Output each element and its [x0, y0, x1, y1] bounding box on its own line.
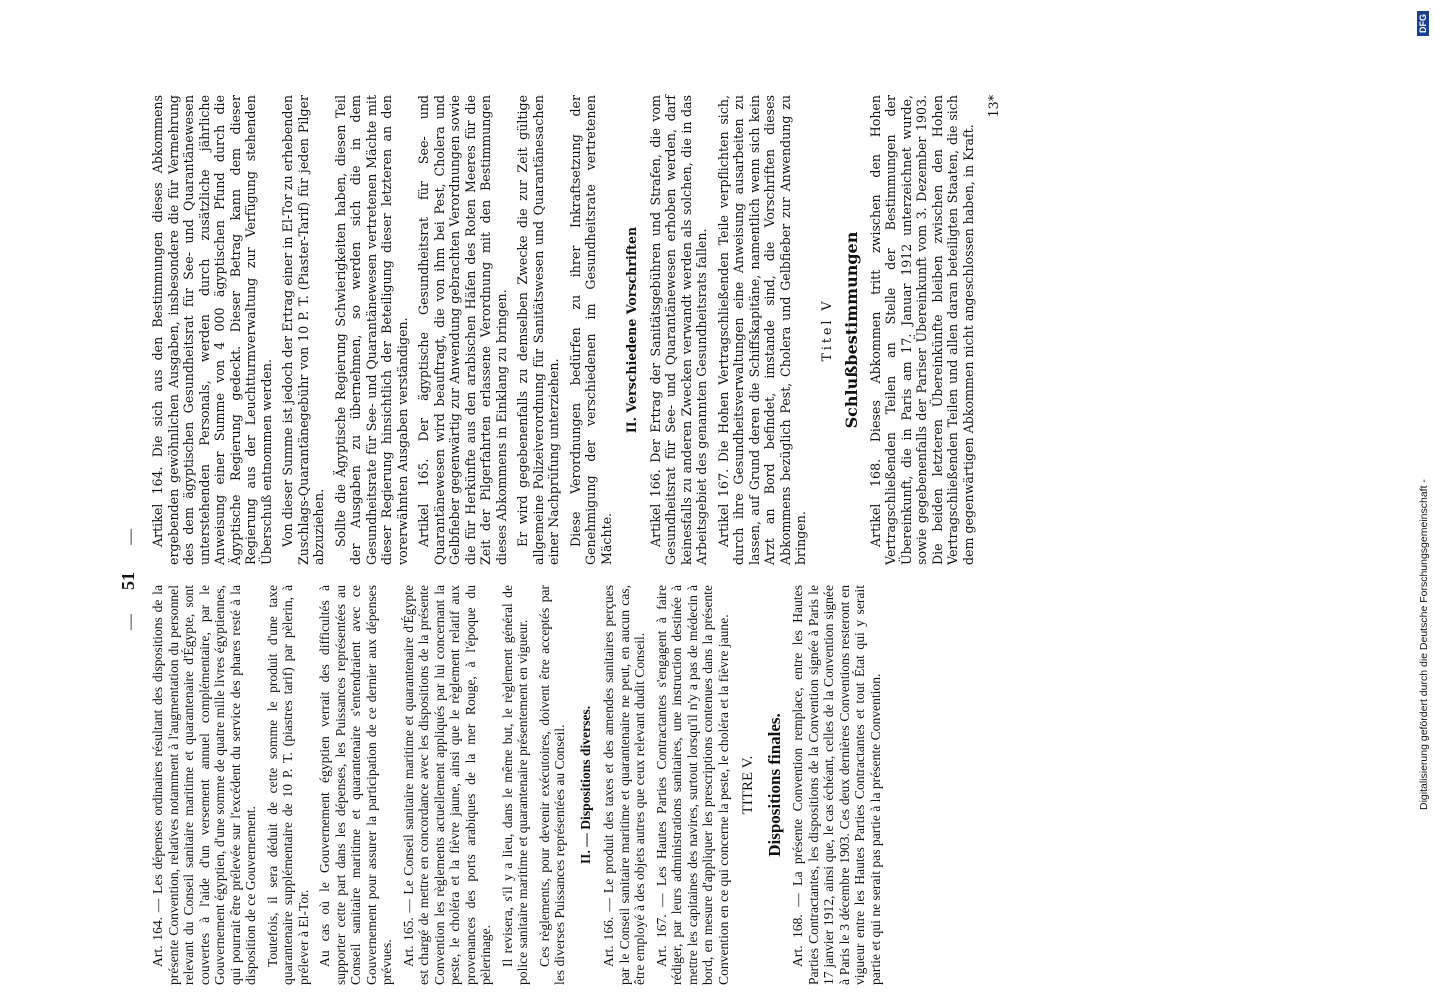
header-dash-right: — — [122, 529, 139, 545]
de-art168: Artikel 168. Dieses Abkommen tritt zwischen den Hohen Vertragschließenden Teilen an Stelle der Bestimmungen der Übereinkunft, die in Paris am 17. Januar 1912 unterzeichnet wurde, sowie gegebenenfalls der Pariser Übereinkunft vom 3. Dezember 1903. Die beiden letzteren Übereinkünfte bleiben zwischen den Hohen Vertragschließenden Teilen und allen daran beteiligten Staaten, die sich dem gegenwärtigen Abkommen nicht angeschlossen haben, in Kraft. — [867, 95, 976, 565]
german-column — [150, 95, 1010, 565]
fr-art167: Art. 167. — Les Hautes Parties Contractantes s'engagent à faire rédiger, par leurs administrations sanitaires, une instruction destinée à mettre les capitaines des navires, surtout lorsqu'il n'y a pas de médecin à bord, en mesure d'appliquer les prescriptions contenues dans la présente Convention en ce qui concerne la peste, le choléra et la fièvre jaune. — [653, 585, 731, 985]
fr-art168: Art. 168. — La présente Convention remplace, entre les Hautes Parties Contractantes, les dispositions de la Convention signée à Paris le 17 janvier 1912, ainsi que, le cas échéant, celles de la Convention signée à Paris le 3 décembre 1903. Ces deux dernières Conventions resteront en vigueur entre les Hautes Parties Contractantes et tout État qui y serait partie et qui ne serait pas partie à la présente Convention. — [790, 585, 883, 985]
fr-para3: Au cas où le Gouvernement égyptien verrait des difficultés à supporter cette part dans les dépenses, les Puissances représentées au Conseil sanitaire maritime et quarantenaire s'entendraient avec ce Gouvernement pour assurer la participation de ce dernier aux dépenses prévues. — [317, 585, 394, 985]
fr-para2: Toutefois, il sera déduit de cette somme le produit d'une taxe quarantenaire supplémentaire de 10 P. T. (piastres tarif) par pèlerin, à prélever à El-Tor. — [264, 585, 311, 985]
fr-art166: Art. 166. — Le produit des taxes et des amendes sanitaires perçues par le Conseil sanitaire maritime et quarantenaire ne peut, en aucun cas, être employé à des objets autres que ceux relevant dudit Conseil. — [601, 585, 647, 985]
de-footer: 13* — [986, 95, 1001, 118]
de-section-heading: II. Verschiedene Vorschriften — [624, 226, 639, 434]
de-para5: Er wird gegebenenfalls zu demselben Zwecke die zur Zeit gültige allgemeine Polizeiverordnung für Sanitätswesen und Quarantänesachen einer Nachprüfung unterziehen. — [515, 95, 561, 565]
fr-art165: Art. 165. — Le Conseil sanitaire maritime et quarantenaire d'Égypte est chargé de mettre en concordance avec les dispositions de la présente Convention les règlements actuellement appliqués par lui concernant la peste, le choléra et la fièvre jaune, ainsi que le règlement relatif aux provenances des ports arabiques de la mer Rouge, à l'époque du pèlerinage. — [400, 585, 493, 985]
fr-art164: Art. 164. — Les dépenses ordinaires résultant des dispositions de la présente Convention, relatives notamment à l'augmentation du personnel relevant du Conseil sanitaire maritime et quarantenaire d'Égypte, sont couvertes à l'aide d'un versement annuel complémentaire, par le Gouvernement égyptien, d'une somme de quatre mille livres égyptiennes, qui pourrait être prélevée sur l'excédent du service des phares resté à la disposition de ce Gouvernement. — [150, 585, 258, 985]
french-column — [150, 585, 889, 985]
de-art166: Artikel 166. Der Ertrag der Sanitätsgebühren und Strafen, die vom Gesundheitsrat für See- und Quarantänewesen erhoben werden, darf keinesfalls zu anderen Zwecken verwandt werden als solchen, die in das Arbeitsgebiet des genannten Gesundheitsrats fallen. — [647, 95, 709, 565]
page-number: 51 — [118, 572, 138, 590]
fr-titre: TITRE V. — [740, 755, 756, 815]
fr-titre-sub: Dispositions finales. — [764, 713, 784, 857]
de-titel: Titel V — [818, 298, 834, 362]
digitization-note — [1418, 10, 1430, 810]
fr-para5: Il revisera, s'il y a lieu, dans le même but, le règlement général de police sanitaire maritime et quarantenaire présentement en vigueur. — [499, 585, 530, 985]
de-para3: Sollte die Ägyptische Regierung Schwierigkeiten haben, diesen Teil der Ausgaben zu übernehmen, so werden sich die in dem Gesundheitsrate für See- und Quarantänewesen vertretenen Mächte mit dieser Regierung hinsichtlich der Beteiligung dieser letzteren an den vorerwähnten Ausgaben verständigen. — [332, 95, 410, 565]
de-art165: Artikel 165. Der ägyptische Gesundheitsrat für See- und Quarantänewesen wird beauftragt, die von ihm bei Pest, Cholera und Gelbfieber gegenwärtig zur Anwendung gebrachten Verordnungen sowie die für Herkünfte aus den arabischen Häfen des Roten Meeres für die Zeit der Pilgerfahrten erlassene Verordnung mit den Bestimmungen dieses Abkommens in Einklang zu bringen. — [416, 95, 509, 565]
fr-para6: Ces règlements, pour devenir exécutoires, doivent être acceptés par les diverses Puissances représentées au Conseil. — [536, 585, 567, 985]
header-dash-left: — — [122, 614, 139, 630]
rotated-page — [110, 85, 1300, 985]
de-art164: Artikel 164. Die sich aus den Bestimmungen dieses Abkommens ergebenden gewöhnlichen Ausgaben, insbesondere die für Vermehrung des dem ägyptischen Gesundheitsrat für See- und Quarantänewesen unterstehenden Personals, werden durch zusätzliche jährliche Anweisung einer Summe von 4 000 ägyptischen Pfund durch die Ägyptische Regierung gedeckt. Dieser Betrag kann dem dieser Regierung aus der Leuchtturmverwaltung zur Verfügung stehenden Überschuß entnommen werden. — [150, 95, 274, 565]
de-para2: Von dieser Summe ist jedoch der Ertrag einer in El-Tor zu erhebenden Zuschlags-Quarantänegebühr von 10 P. T. (Piaster-Tarif) für jeden Pilger abzuziehen. — [280, 95, 326, 565]
de-art167: Artikel 167. Die Hohen Vertragschließenden Teile verpflichten sich, durch ihre Gesundheitsverwaltungen eine Anweisung ausarbeiten zu lassen, auf Grund deren die Schiffskapitäne, namentlich wenn sich kein Arzt an Bord befindet, imstande sind, die Vorschriften dieses Abkommens bezüglich Pest, Cholera und Gelbfieber zur Anwendung zu bringen. — [715, 95, 808, 565]
de-para6: Diese Verordnungen bedürfen zu ihrer Inkraftsetzung der Genehmigung der verschiedenen im Gesundheitsrate vertretenen Mächte. — [567, 95, 614, 565]
de-titel-sub: Schlußbestimmungen — [842, 231, 861, 429]
dfg-badge: DFG — [1417, 11, 1429, 36]
digitization-text: Digitalisierung gefördert durch die Deutsche Forschungsgemeinschaft - — [1418, 479, 1430, 810]
page-header — [110, 0, 150, 985]
fr-section-heading: II. — Dispositions diverses. — [577, 705, 593, 865]
